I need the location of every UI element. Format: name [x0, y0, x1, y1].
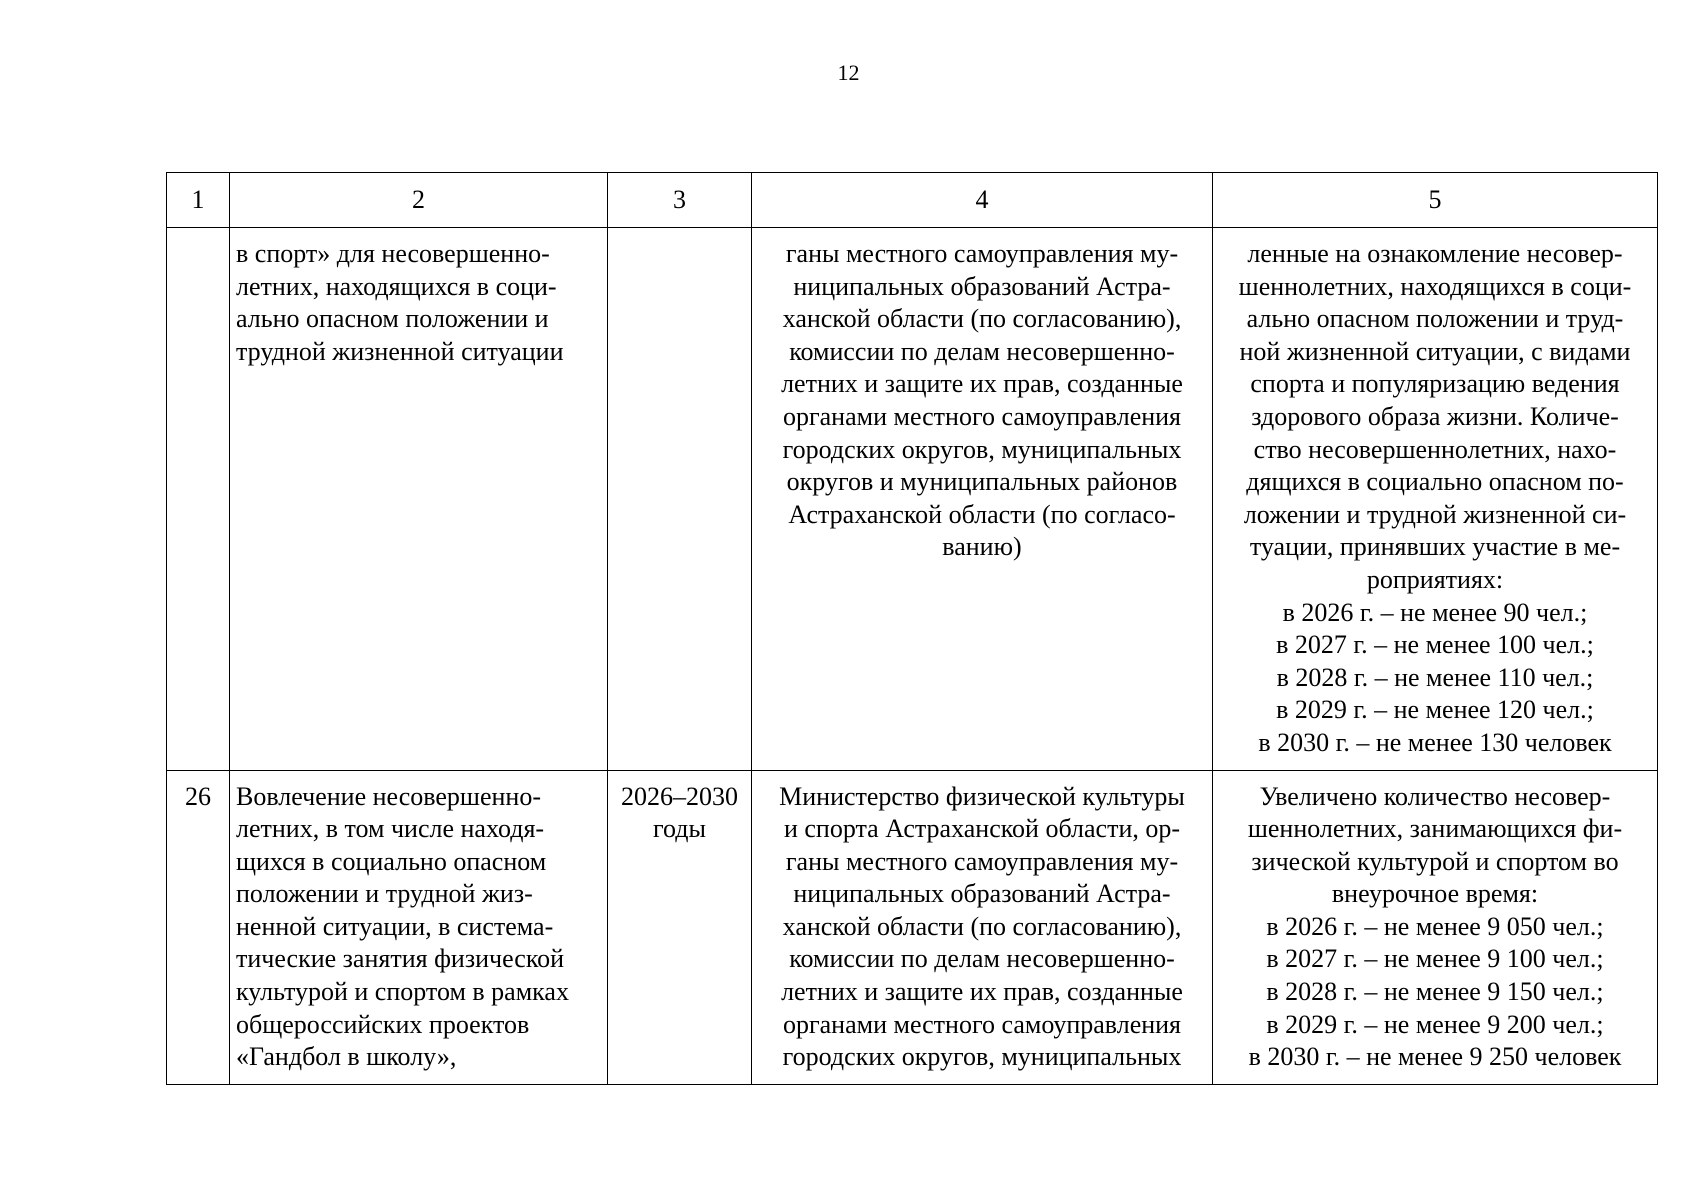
measure-name-cell: [230, 770, 608, 1084]
cell-text-line: ально опасном положении и труд-: [1246, 304, 1624, 334]
cell-text-line: общероссийских проектов: [236, 1009, 530, 1039]
cell-text-line: в 2026 г. – не менее 9 050 чел.;: [1266, 911, 1604, 941]
cell-text-line: Министерство физической культуры: [779, 781, 1185, 811]
result-cell: [1213, 770, 1658, 1084]
cell-text-line: в 2029 г. – не менее 120 чел.;: [1276, 695, 1594, 725]
cell-text-line: летних и защите их прав, созданные: [781, 977, 1183, 1007]
cell-text-line: Увеличено количество несовер-: [1259, 781, 1611, 811]
cell-text-line: шеннолетних, занимающихся фи-: [1247, 814, 1623, 844]
cell-text-line: в 2028 г. – не менее 9 150 чел.;: [1266, 977, 1604, 1007]
table-row: [167, 770, 1658, 1084]
cell-text-line: положении и трудной жиз-: [236, 879, 533, 909]
row-number-cell: [167, 228, 230, 771]
cell-text-line: ханской области (по согласованию),: [782, 911, 1182, 941]
cell-text-line: органами местного самоуправления: [782, 401, 1182, 431]
cell-text-line: щихся в социально опасном: [236, 846, 547, 876]
cell-text-line: в 2030 г. – не менее 9 250 человек: [1248, 1042, 1622, 1072]
cell-text-line: комиссии по делам несовершенно-: [789, 336, 1175, 366]
cell-text-line: ально опасном положении и: [236, 304, 549, 334]
cell-text-line: в 2027 г. – не менее 9 100 чел.;: [1266, 944, 1604, 974]
cell-text-line: зической культурой и спортом во: [1251, 846, 1619, 876]
cell-text-line: ство несовершеннолетних, нахо-: [1253, 434, 1617, 464]
cell-text-line: ванию): [942, 532, 1022, 562]
cell-text-line: летних и защите их прав, созданные: [781, 369, 1183, 399]
result-cell: [1213, 228, 1658, 771]
cell-text-line: спорта и популяризацию ведения: [1250, 369, 1620, 399]
cell-text-line: роприятиях:: [1366, 564, 1504, 594]
cell-text-line: летних, в том числе находя-: [236, 814, 545, 844]
cell-text-line: «Гандбол в школу»,: [236, 1042, 457, 1072]
cell-text-line: в спорт» для несовершенно-: [236, 239, 550, 268]
header-cell-5: 5: [1213, 173, 1658, 228]
header-cell-1: 1: [167, 173, 230, 228]
cell-text-line: Вовлечение несовершенно-: [236, 781, 541, 811]
header-cell-4: 4: [752, 173, 1213, 228]
period-cell: [608, 228, 752, 771]
measures-table: [166, 172, 1658, 1085]
table-header-row: [167, 173, 1658, 228]
cell-text-line: ганы местного самоуправления му-: [785, 846, 1179, 876]
page-number: 12: [837, 60, 860, 85]
cell-text-line: ложении и трудной жизненной си-: [1243, 499, 1627, 529]
cell-text-line: ганы местного самоуправления му-: [785, 239, 1179, 268]
cell-text-line: туации, принявших участие в ме-: [1249, 532, 1621, 562]
cell-text-line: в 2026 г. – не менее 90 чел.;: [1282, 597, 1588, 627]
cell-text-line: ной жизненной ситуации, с видами: [1239, 336, 1631, 366]
cell-text-line: годы: [653, 814, 706, 844]
row-number-cell: 26: [167, 770, 230, 1084]
cell-text-line: тические занятия физической: [236, 944, 565, 974]
table-row: [167, 228, 1658, 771]
header-cell-2: 2: [230, 173, 608, 228]
cell-text-line: в 2028 г. – не менее 110 чел.;: [1276, 662, 1594, 692]
cell-text-line: ниципальных образований Астра-: [793, 271, 1171, 301]
cell-text-line: внеурочное время:: [1331, 879, 1539, 909]
cell-text-line: дящихся в социально опасном по-: [1246, 467, 1624, 497]
header-cell-3: 3: [608, 173, 752, 228]
cell-text-line: и спорта Астраханской области, ор-: [783, 814, 1181, 844]
cell-text-line: в 2029 г. – не менее 9 200 чел.;: [1266, 1009, 1604, 1039]
executors-cell: [752, 228, 1213, 771]
cell-text-line: культурой и спортом в рамках: [236, 977, 569, 1007]
cell-text-line: трудной жизненной ситуации: [236, 336, 564, 366]
cell-text-line: шеннолетних, находящихся в соци-: [1238, 271, 1632, 301]
cell-text-line: здорового образа жизни. Количе-: [1251, 401, 1619, 431]
cell-text-line: ленные на ознакомление несовер-: [1247, 239, 1623, 268]
period-cell: [608, 770, 752, 1084]
cell-text-line: городских округов, муниципальных: [782, 1042, 1182, 1072]
cell-text-line: в 2027 г. – не менее 100 чел.;: [1276, 630, 1594, 660]
cell-text-line: комиссии по делам несовершенно-: [789, 944, 1175, 974]
cell-text-line: ханской области (по согласованию),: [782, 304, 1182, 334]
cell-text-line: органами местного самоуправления: [782, 1009, 1182, 1039]
cell-text-line: в 2030 г. – не менее 130 человек: [1258, 727, 1612, 757]
cell-text-line: Астраханской области (по согласо-: [788, 499, 1176, 529]
executors-cell: [752, 770, 1213, 1084]
cell-text-line: ненной ситуации, в система-: [236, 911, 554, 941]
cell-text-line: городских округов, муниципальных: [782, 434, 1182, 464]
cell-text-line: округов и муниципальных районов: [786, 467, 1178, 497]
cell-text-line: 2026–2030: [621, 781, 738, 811]
cell-text-line: летних, находящихся в соци-: [236, 271, 557, 301]
measure-name-cell: [230, 228, 608, 771]
cell-text-line: ниципальных образований Астра-: [793, 879, 1171, 909]
